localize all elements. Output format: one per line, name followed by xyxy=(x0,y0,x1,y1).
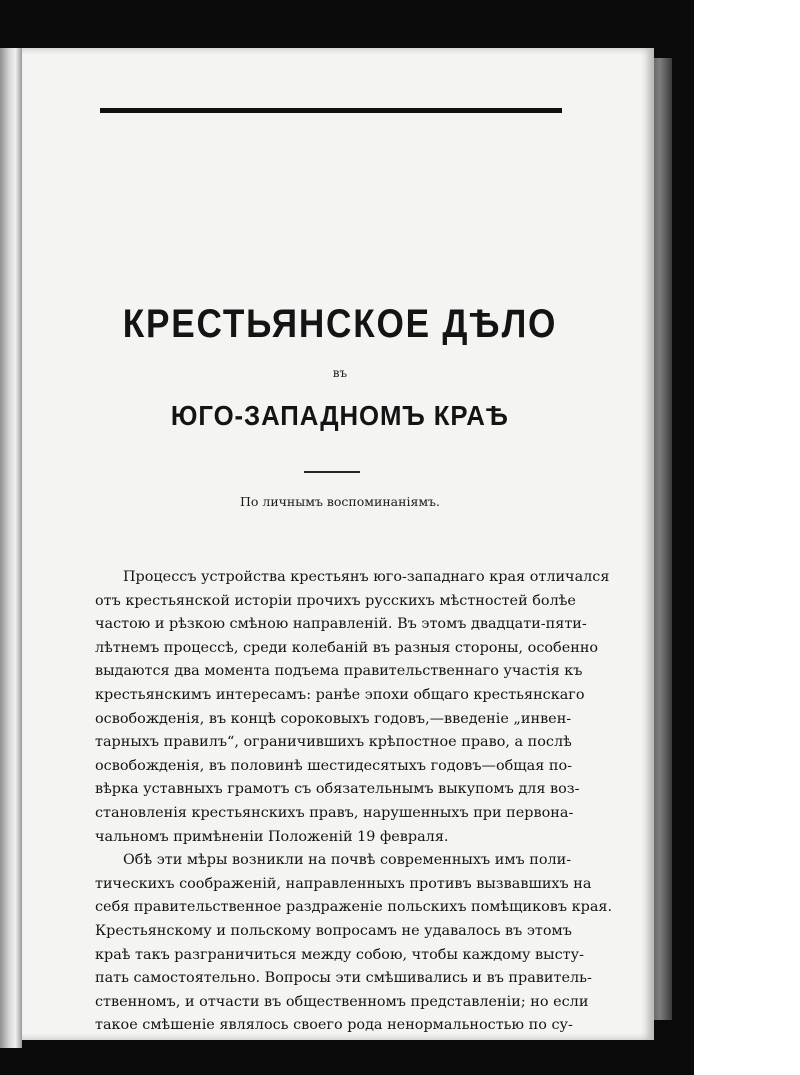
text-line: Процессъ устройства крестьянъ юго-западнаго края отличался xyxy=(123,569,610,585)
title-conjunction: въ xyxy=(332,366,348,380)
text-line: такое смѣшеніе являлось своего рода ненормальностью по су- xyxy=(95,1017,573,1034)
text-line: краѣ такъ разграничиться между собою, чтобы каждому высту- xyxy=(95,946,584,963)
text-line: тарныхъ правилъ“, ограничившихъ крѣпостное право, а послѣ xyxy=(95,734,572,751)
text-line: себя правительственное раздраженіе польскихъ помѣщиковъ края. xyxy=(95,899,613,916)
text-line: Обѣ эти мѣры возникли на почвѣ современныхъ имъ поли- xyxy=(123,852,572,869)
text-line: крестьянскимъ интересамъ: ранѣе эпохи общаго крестьянскаго xyxy=(95,686,585,703)
article-byline: По личнымъ воспоминаніямъ. xyxy=(240,494,440,509)
text-line: частою и рѣзкою смѣною направленій. Въ этомъ двадцати-пяти- xyxy=(95,616,587,633)
text-line: тическихъ соображеній, направленныхъ противъ вызвавшихъ на xyxy=(95,875,592,892)
text-line: становленія крестьянскихъ правъ, нарушенныхъ при первона- xyxy=(95,804,574,821)
text-line: освобожденія, въ концѣ сороковыхъ годовъ,—введеніе „инвен- xyxy=(95,710,572,727)
text-line: чальномъ примѣненіи Положеній 19 февраля. xyxy=(95,828,449,845)
previous-page-edge xyxy=(0,48,22,1048)
text-line: отъ крестьянской исторіи прочихъ русскихъ мѣстностей болѣе xyxy=(95,592,576,609)
text-line: вѣрка уставныхъ грамотъ съ обязательнымъ выкупомъ для воз- xyxy=(95,781,580,798)
title-divider xyxy=(304,471,360,473)
text-line: выдаются два момента подъема правительственнаго участія къ xyxy=(95,663,583,680)
article-subtitle: ЮГО-ЗАПАДНОМЪ КРАѢ xyxy=(170,400,510,431)
article-body xyxy=(95,566,613,1038)
text-line: освобожденія, въ половинѣ шестидесятыхъ годовъ—общая по- xyxy=(95,757,572,774)
header-rule xyxy=(100,108,562,113)
text-line: Крестьянскому и польскому вопросамъ не удавалось въ этомъ xyxy=(95,922,572,939)
text-line: пать самостоятельно. Вопросы эти смѣшивались и въ правитель- xyxy=(95,970,592,987)
text-line: ственномъ, и отчасти въ общественномъ представленіи; но если xyxy=(95,993,589,1010)
text-line: лѣтнемъ процессѣ, среди колебаній въ разныя стороны, особенно xyxy=(95,639,599,656)
article-title: КРЕСТЬЯНСКОЕ ДѢЛО xyxy=(122,302,558,346)
